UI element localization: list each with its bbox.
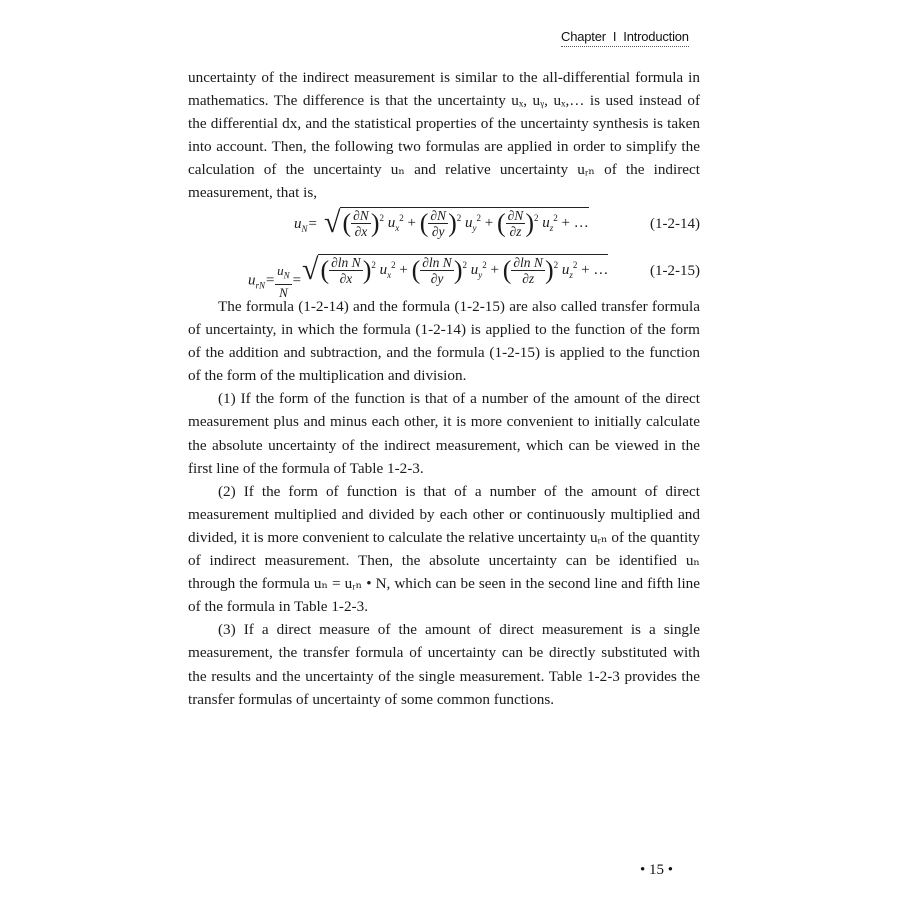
paragraph-1	[188, 66, 700, 205]
eq14-rhs: √( $\frac{\partial N}{\partial x}$ )$^2$ $u_x^2$ + ( $\frac{\partial N}{\partial y}$ )$^2$ $u_y^2$ + ( $\frac{\partial N}{\partial z}$ )$^2$ $u_z^2$ + …	[324, 206, 589, 239]
equation-1-2-14	[240, 206, 700, 246]
eq15-number: (1-2-15)	[650, 263, 700, 279]
page-number: • 15 •	[640, 862, 674, 878]
equation-1-2-15	[240, 253, 700, 300]
chapter-label: Chapter	[561, 29, 606, 44]
body-continued	[188, 295, 700, 711]
paragraph-3: (1) If the form of the function is that of a number of the amount of the direct measurement plus and minus each other, it is more convenient to initially calculate the absolute uncertainty of the indirect measurement, which can be viewed in the first line of the formula of Table 1-2-3.	[188, 390, 700, 477]
eq15-lhs: $u_{rN}=$ $\frac{u_N}{N}$ =	[248, 263, 302, 300]
section-title: Introduction	[623, 29, 689, 44]
paragraph-5: (3) If a direct measure of the amount of direct measurement is a single measurement, the transfer formula of uncertainty can be directly substituted with the results and the uncertainty of the single measurement. Table 1-2-3 provides the transfer formulas of uncertainty of some common functions.	[188, 621, 700, 708]
paragraph-1-text: uncertainty of the indirect measurement is similar to the all-differential formula in mathematics. The difference is that the uncertainty uₓ, uᵧ, uₓ,… is used instead of the differential dx, and the statistical properties of the uncertainty synthesis is taken into account. Then, the following two formulas are applied in order to simplify the calculation of the uncertainty uₙ and relative uncertainty uᵣₙ of the indirect measurement, that is,	[188, 69, 700, 202]
chapter-number: I	[612, 29, 617, 44]
paragraph-4: (2) If the form of function is that of a number of the amount of direct measurement multiplied and divided by each other or continuously multiplied and divided, it is more convenient to calculate the relative uncertainty uᵣₙ of the quantity of indirect measurement. Then, the absolute uncertainty can be identified uₙ through the formula uₙ = uᵣₙ • N, which can be seen in the second line and fifth line of the formula in Table 1-2-3.	[188, 482, 700, 616]
running-header	[561, 29, 689, 47]
eq14-number: (1-2-14)	[650, 216, 700, 232]
paragraph-2: The formula (1-2-14) and the formula (1-2-15) are also called transfer formula of uncertainty, in which the formula (1-2-14) is applied to the function of the form of the addition and subtraction, and the formula (1-2-15) is applied to the function of the form of the multiplication and division.	[188, 298, 700, 385]
eq14-lhs: $u_N=$	[294, 216, 318, 234]
eq15-rhs: √( $\frac{\text{∂ln N}}{\partial x}$ )$^2$ $u_x^2$ + ( $\frac{\text{∂ln N}}{\partial y}$ )$^2$ $u_y^2$ + ( $\frac{\text{∂ln N}}{\partial z}$ )$^2$ $u_z^2$ + …	[302, 253, 609, 286]
